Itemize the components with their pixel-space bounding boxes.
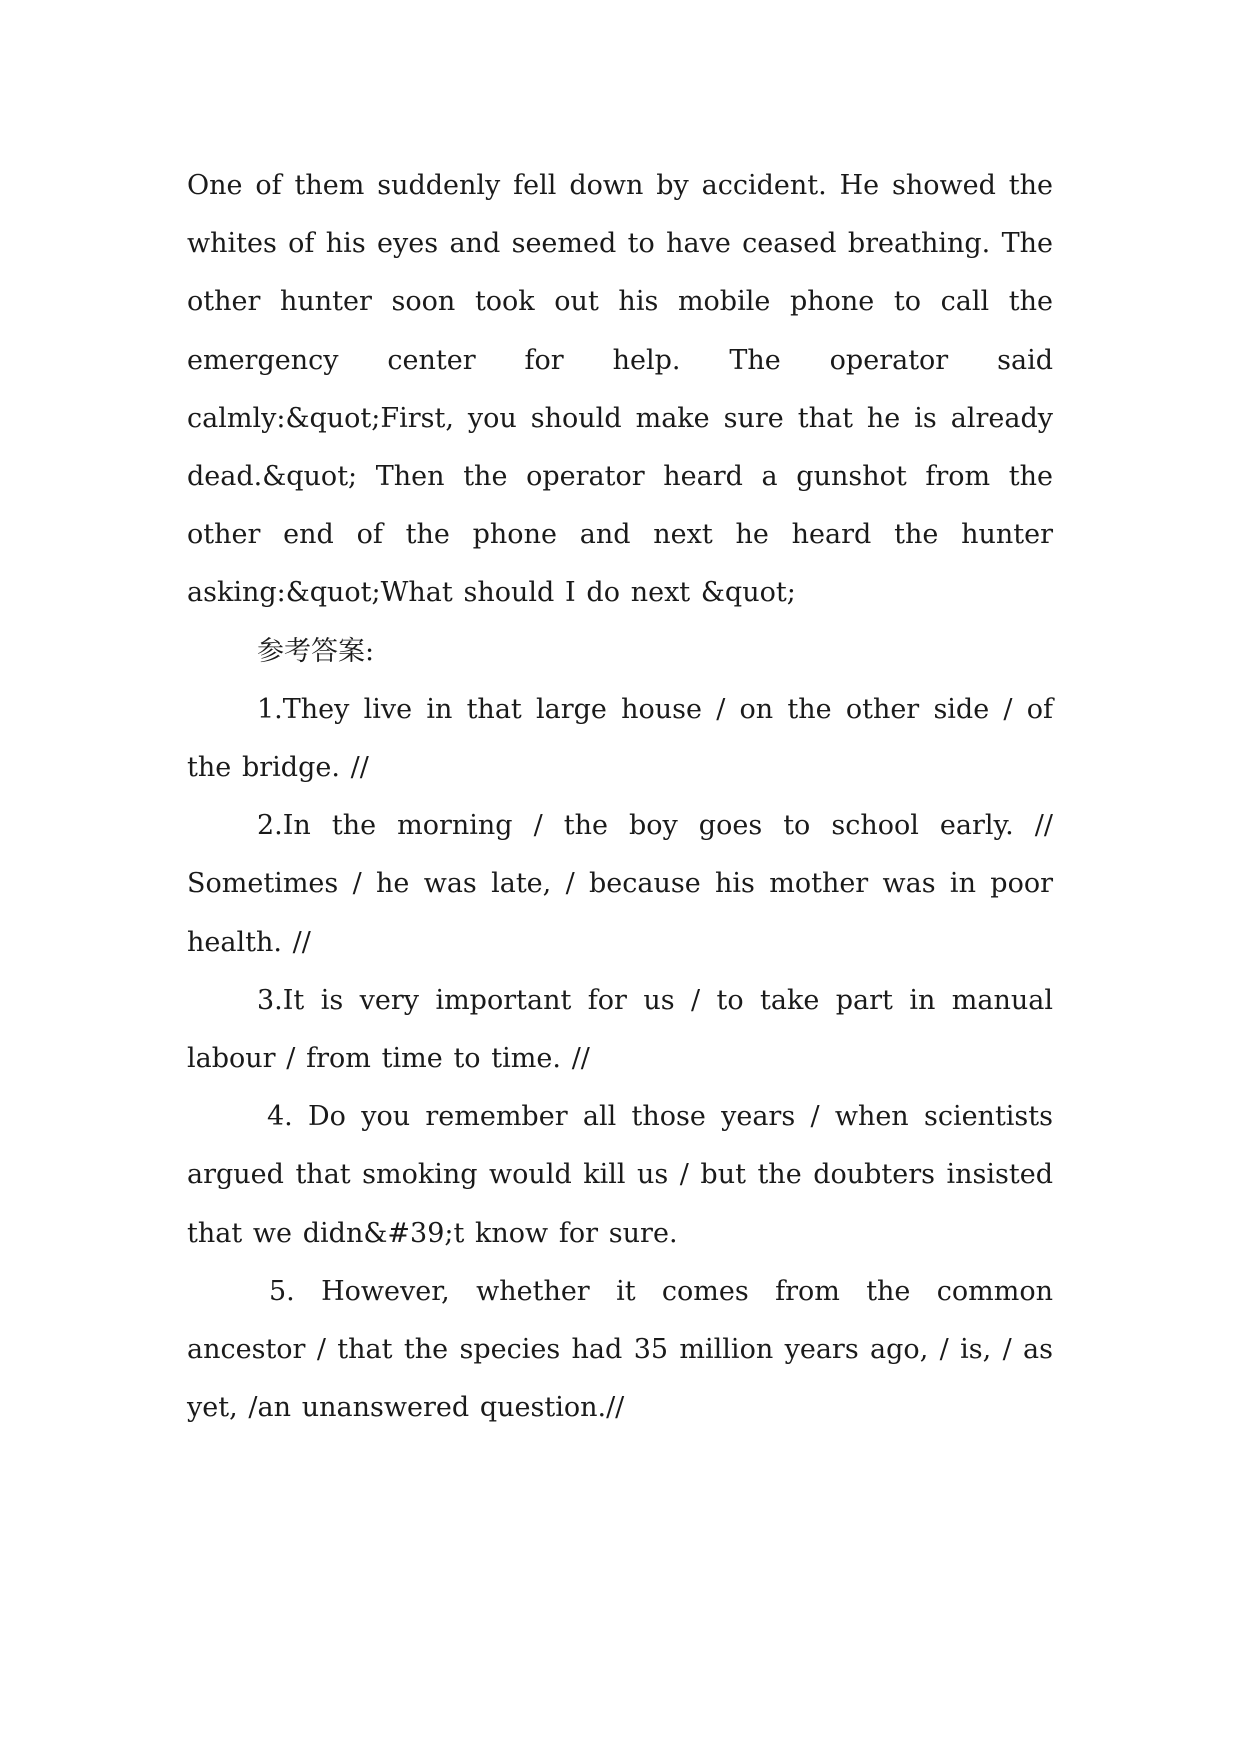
answer-item-5: 5. However, whether it comes from the common ancestor / that the species had 35 million years ago, / is, / as yet, /an unanswered question.// [187, 1275, 1053, 1424]
document-body [187, 157, 1053, 1437]
answer-heading: 参考答案: [257, 635, 375, 667]
answer-item-1: 1.They live in that large house / on the other side / of the bridge. // [187, 693, 1053, 784]
joke-paragraph: One of them suddenly fell down by accident. He showed the whites of his eyes and seemed to have ceased breathing. The other hunter soon took out his mobile phone to call the emergency center for help. The operator said calmly:&quot;First, you should make sure that he is already dead.&quot; Then the operator heard a gunshot from the other end of the phone and next he heard the hunter asking:&quot;What should I do next &quot; [187, 170, 1053, 609]
answer-item-4: 4. Do you remember all those years / when scientists argued that smoking would kill us / but the doubters insisted that we didn&#39;t know for sure. [187, 1101, 1053, 1249]
answer-item-2: 2.In the morning / the boy goes to school early. // Sometimes / he was late, / because his mother was in poor health. // [187, 810, 1053, 958]
answer-item-3: 3.It is very important for us / to take part in manual labour / from time to time. // [187, 984, 1053, 1075]
